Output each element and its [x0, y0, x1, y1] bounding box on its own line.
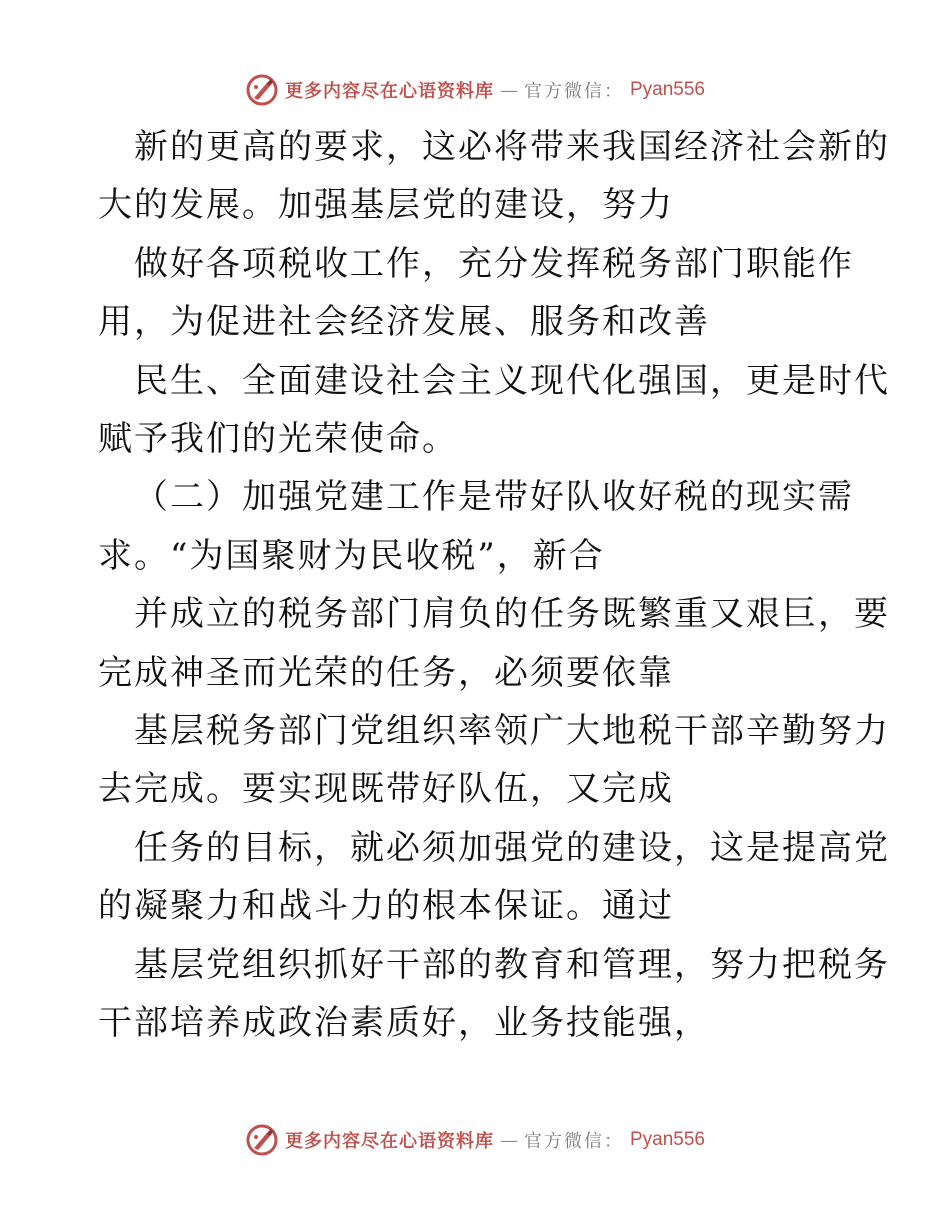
- body-line: 大的发展。加强基层党的建设，努力: [98, 185, 674, 225]
- footer-site-text: 更多内容尽在心语资料库: [284, 1131, 494, 1152]
- header-dash: —: [499, 79, 518, 101]
- body-line: 任务的目标，就必须加强党的建设，这是提高党: [134, 828, 890, 868]
- footer-dash: —: [499, 1129, 518, 1151]
- header-official-text: 官方微信：: [523, 81, 624, 102]
- pen-logo-icon: [245, 73, 279, 107]
- body-line: 基层党组织抓好干部的教育和管理，努力把税务: [134, 945, 890, 985]
- pen-logo-icon: [245, 1123, 279, 1157]
- body-line: 用，为促进社会经济发展、服务和改善: [98, 302, 710, 342]
- body-line: 完成神圣而光荣的任务，必须要依靠: [98, 653, 674, 693]
- body-line: 求。“为国聚财为民收税”，新合: [98, 536, 605, 576]
- body-line: 新的更高的要求，这必将带来我国经济社会新的: [134, 127, 890, 167]
- body-line: 基层税务部门党组织率领广大地税干部辛勤努力: [134, 711, 890, 751]
- body-line: 干部培养成政治素质好，业务技能强，: [98, 1003, 710, 1043]
- footer-banner: [0, 1120, 950, 1160]
- header-banner: [0, 70, 950, 110]
- footer-wechat-handle: Pyan556: [629, 1129, 705, 1150]
- body-line: 去完成。要实现既带好队伍，又完成: [98, 769, 674, 809]
- footer-official-text: 官方微信：: [523, 1131, 624, 1152]
- body-line: （二）加强党建工作是带好队收好税的现实需: [134, 477, 854, 517]
- body-line: 的凝聚力和战斗力的根本保证。通过: [98, 886, 674, 926]
- body-line: 赋予我们的光荣使命。: [98, 419, 458, 459]
- header-wechat-handle: Pyan556: [629, 79, 705, 100]
- body-line: 民生、全面建设社会主义现代化强国，更是时代: [134, 361, 890, 401]
- body-line: 做好各项税收工作，充分发挥税务部门职能作: [134, 244, 854, 284]
- body-line: 并成立的税务部门肩负的任务既繁重又艰巨，要: [134, 594, 890, 634]
- header-site-text: 更多内容尽在心语资料库: [284, 81, 494, 102]
